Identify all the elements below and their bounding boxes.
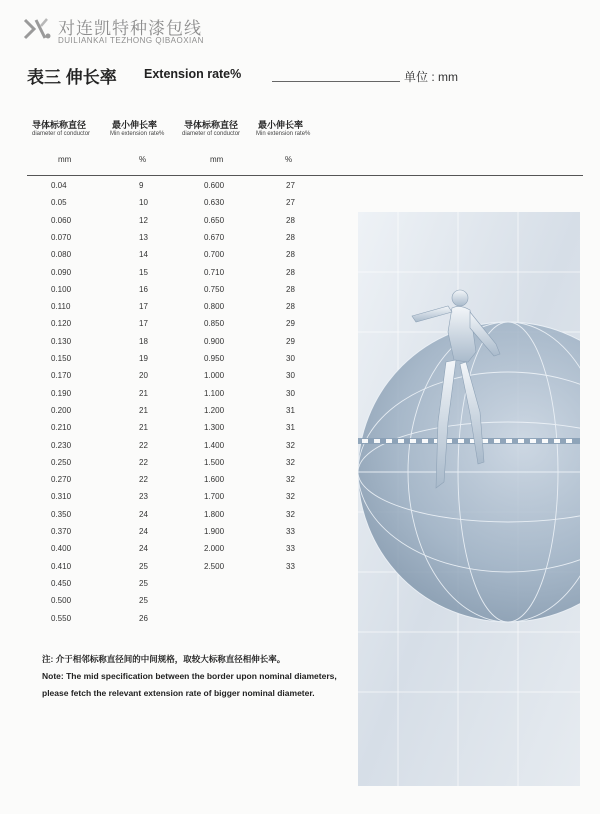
left-rate-cell: 16 [139,285,148,294]
right-diameter-cell: 1.700 [204,492,225,501]
brand-name-en: DUILIANKAI TEZHONG QIBAOXIAN [58,36,204,45]
right-diameter-cell: 1.100 [204,389,225,398]
right-diameter-cell: 0.800 [204,302,225,311]
left-diameter-cell: 0.080 [51,250,72,259]
right-rate-cell: 27 [286,198,295,207]
header-diameter-cn: 导体标称直径 [32,120,87,130]
right-diameter-cell: 1.500 [204,458,225,467]
table-title-cn: 表三 伸长率 [27,68,117,87]
left-rate-cell: 25 [139,562,148,571]
left-diameter-cell: 0.250 [51,458,72,467]
right-diameter-cell: 1.400 [204,441,225,450]
left-rate-cell: 15 [139,268,148,277]
left-diameter-cell: 0.120 [51,319,72,328]
right-diameter-cell: 1.900 [204,527,225,536]
right-diameter-cell: 0.850 [204,319,225,328]
left-diameter-cell: 0.150 [51,354,72,363]
left-rate-cell: 25 [139,579,148,588]
right-diameter-cell: 2.000 [204,544,225,553]
left-rate-cell: 21 [139,389,148,398]
left-rate-cell: 25 [139,596,148,605]
right-rate-cell: 30 [286,389,295,398]
brand-name-cn: 对连凯特种漆包线 [58,19,202,38]
right-rate-cell: 30 [286,371,295,380]
right-rate-cell: 32 [286,441,295,450]
right-diameter-cell: 0.750 [204,285,225,294]
right-rate-cell: 33 [286,562,295,571]
right-rate-cell: 33 [286,544,295,553]
left-rate-cell: 24 [139,510,148,519]
left-rate-cell: 26 [139,614,148,623]
right-diameter-cell: 2.500 [204,562,225,571]
left-diameter-cell: 0.370 [51,527,72,536]
left-rate-cell: 13 [139,233,148,242]
left-rate-cell: 20 [139,371,148,380]
left-rate-cell: 19 [139,354,148,363]
left-rate-cell: 17 [139,319,148,328]
left-rate-cell: 23 [139,492,148,501]
header-unit-mm-2: mm [210,155,224,164]
unit-label: 单位 : mm [404,70,458,84]
note-cn: 注: 介于相邻标称直径间的中间规格，取较大标称直径相伸长率。 [42,654,286,664]
left-rate-cell: 17 [139,302,148,311]
note-en [42,668,342,702]
left-diameter-cell: 0.090 [51,268,72,277]
header-diameter-cn-2: 导体标称直径 [184,120,239,130]
header-diameter-en: diameter of conductor [32,131,91,137]
right-rate-cell: 28 [286,233,295,242]
note-text: The mid specification between the border upon nominal diameters, please fetch the relevant extension rate of bigger nominal diameter. [42,671,337,698]
right-rate-cell: 27 [286,181,295,190]
left-diameter-cell: 0.190 [51,389,72,398]
left-diameter-cell: 0.450 [51,579,72,588]
right-diameter-cell: 1.600 [204,475,225,484]
left-diameter-cell: 0.070 [51,233,72,242]
left-rate-cell: 9 [139,181,144,190]
left-diameter-cell: 0.100 [51,285,72,294]
right-diameter-cell: 0.650 [204,216,225,225]
right-rate-cell: 29 [286,319,295,328]
right-diameter-cell: 0.950 [204,354,225,363]
right-rate-cell: 28 [286,285,295,294]
left-diameter-cell: 0.210 [51,423,72,432]
header-extension-cn: 最小伸长率 [112,120,158,130]
right-diameter-cell: 0.710 [204,268,225,277]
note-label: Note: [42,671,64,681]
company-logo-icon [22,14,52,44]
right-rate-cell: 28 [286,216,295,225]
right-diameter-cell: 1.000 [204,371,225,380]
right-rate-cell: 28 [286,250,295,259]
left-rate-cell: 22 [139,458,148,467]
right-rate-cell: 31 [286,406,295,415]
right-rate-cell: 28 [286,268,295,277]
left-diameter-cell: 0.310 [51,492,72,501]
decorative-globe-figure-image [358,212,580,786]
left-rate-cell: 21 [139,423,148,432]
left-diameter-cell: 0.130 [51,337,72,346]
header-unit-percent-2: % [285,155,293,164]
header-extension-en: Min extension rate% [110,131,165,137]
left-diameter-cell: 0.04 [51,181,67,190]
header-extension-en-2: Min extension rate% [256,131,311,137]
left-diameter-cell: 0.500 [51,596,72,605]
header-diameter-en-2: diameter of conductor [182,131,241,137]
left-diameter-cell: 0.230 [51,441,72,450]
title-underline [272,81,400,82]
right-rate-cell: 32 [286,475,295,484]
right-diameter-cell: 1.800 [204,510,225,519]
left-diameter-cell: 0.170 [51,371,72,380]
right-diameter-cell: 1.200 [204,406,225,415]
header-divider [27,175,583,176]
left-rate-cell: 24 [139,527,148,536]
right-diameter-cell: 0.700 [204,250,225,259]
left-diameter-cell: 0.200 [51,406,72,415]
right-diameter-cell: 0.900 [204,337,225,346]
left-rate-cell: 24 [139,544,148,553]
left-diameter-cell: 0.05 [51,198,67,207]
left-diameter-cell: 0.550 [51,614,72,623]
right-rate-cell: 32 [286,458,295,467]
table-title-en: Extension rate% [144,67,242,81]
right-rate-cell: 32 [286,510,295,519]
left-diameter-cell: 0.110 [51,302,71,311]
right-diameter-cell: 1.300 [204,423,225,432]
right-rate-cell: 30 [286,354,295,363]
right-rate-cell: 29 [286,337,295,346]
header-unit-percent: % [139,155,147,164]
left-rate-cell: 14 [139,250,148,259]
left-diameter-cell: 0.410 [51,562,72,571]
right-rate-cell: 28 [286,302,295,311]
left-rate-cell: 21 [139,406,148,415]
right-rate-cell: 33 [286,527,295,536]
right-rate-cell: 31 [286,423,295,432]
header-unit-mm: mm [58,155,72,164]
header-extension-cn-2: 最小伸长率 [258,120,304,130]
left-diameter-cell: 0.060 [51,216,72,225]
left-rate-cell: 22 [139,475,148,484]
left-rate-cell: 12 [139,216,148,225]
right-diameter-cell: 0.670 [204,233,225,242]
left-diameter-cell: 0.270 [51,475,72,484]
left-diameter-cell: 0.400 [51,544,72,553]
right-rate-cell: 32 [286,492,295,501]
left-rate-cell: 22 [139,441,148,450]
left-diameter-cell: 0.350 [51,510,72,519]
left-rate-cell: 18 [139,337,148,346]
right-diameter-cell: 0.630 [204,198,225,207]
right-diameter-cell: 0.600 [204,181,225,190]
left-rate-cell: 10 [139,198,148,207]
